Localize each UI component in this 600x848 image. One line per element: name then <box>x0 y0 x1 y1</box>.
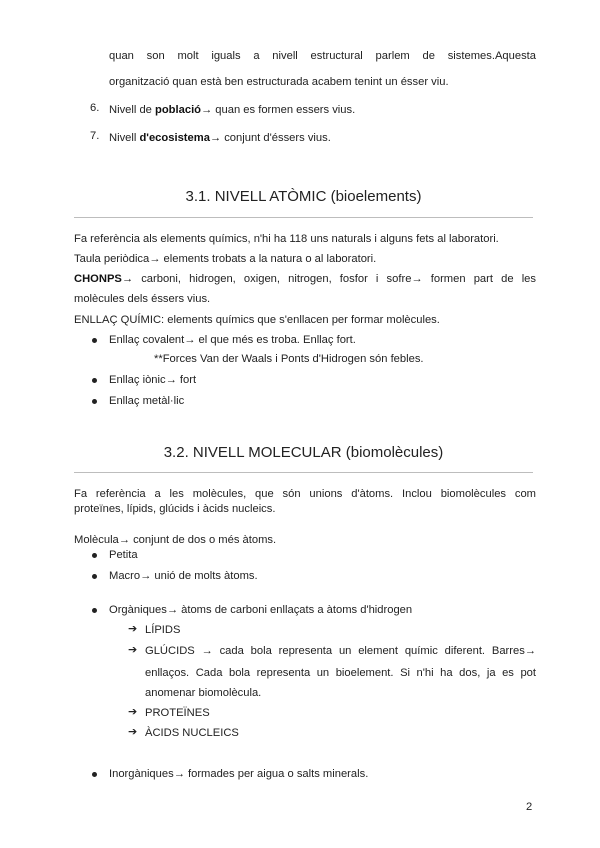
numbered-item-7-number: 7. <box>90 130 100 142</box>
section-3-1-chonps-line-1 <box>74 270 536 288</box>
section-3-1-bullet-3: Enllaç metàl·lic <box>109 395 185 407</box>
sub-item-lipids: LÍPIDS <box>145 624 181 636</box>
numbered-item-6-bold: població <box>155 104 202 116</box>
section-3-2-bullet-macro: Macro→ unió de molts àtoms. <box>109 570 258 582</box>
arrow-right-icon: ➔ <box>128 623 138 635</box>
section-3-2-bullet-organiques: Orgàniques→ àtoms de carboni enllaçats a àtoms d'hidrogen <box>109 604 413 616</box>
sub-item-proteines: PROTEÏNES <box>145 707 210 719</box>
section-3-2-divider <box>74 472 533 473</box>
section-3-1-bullet-2: Enllaç iònic→ fort <box>109 374 197 386</box>
section-3-1-paragraph-2: Taula periòdica→ elements trobats a la natura o al laboratori. <box>74 253 377 265</box>
section-3-2-bullet-inorganiques: Inorgàniques→ formades per aigua o salts minerals. <box>109 768 369 780</box>
numbered-item-7 <box>109 129 331 147</box>
section-3-1-paragraph-1: Fa referència als elements químics, n'hi ha 118 uns naturals i alguns fets al laboratori. <box>74 233 499 245</box>
bullet-dot <box>92 378 97 383</box>
chonps-text: carboni, hidrogen, oxigen, nitrogen, fosfor i sofre→ formen part de les <box>133 273 536 285</box>
section-3-2-paragraph-1-line-1: Fa referència a les molècules, que són unions d'àtoms. Inclou biomolècules com <box>74 488 536 500</box>
section-3-1-divider <box>74 217 533 218</box>
bullet-dot <box>92 399 97 404</box>
section-3-2-paragraph-1-line-2: proteïnes, lípids, glúcids i àcids nucleics. <box>74 503 276 515</box>
numbered-item-7-bold: d'ecosistema→ <box>139 132 222 144</box>
section-3-2-bullet-petita: Petita <box>109 549 138 561</box>
numbered-item-7-post: conjunt d'éssers vius. <box>221 132 331 144</box>
sub-item-glucids-line-3: anomenar biomolècula. <box>145 687 262 699</box>
numbered-item-6-number: 6. <box>90 102 100 114</box>
section-3-1-chonps-line-2: molècules dels éssers vius. <box>74 293 211 305</box>
bullet-dot <box>92 608 97 613</box>
intro-line-2: organització quan està ben estructurada acabem tenint un ésser viu. <box>109 76 449 88</box>
numbered-item-6-post: → quan es formen essers vius. <box>201 104 356 116</box>
sub-item-glucids-line-2: enllaços. Cada bola representa un bioelement. Si n'hi ha dos, ja es pot <box>145 667 536 679</box>
bullet-dot <box>92 553 97 558</box>
section-3-1-heading: 3.1. NIVELL ATÒMIC (bioelements) <box>185 188 422 205</box>
sub-item-acids-nucleics: ÀCIDS NUCLEICS <box>145 727 239 739</box>
section-3-1-note: **Forces Van der Waals i Ponts d'Hidrogen són febles. <box>154 353 424 365</box>
chonps-label: CHONPS→ <box>74 273 134 285</box>
arrow-right-icon: ➔ <box>128 726 138 738</box>
section-3-1-bullet-1: Enllaç covalent→ el que més es troba. Enllaç fort. <box>109 334 356 346</box>
intro-line-1: quan son molt iguals a nivell estructural parlem de sistemes.Aquesta <box>109 50 536 62</box>
bullet-dot <box>92 772 97 777</box>
bullet-dot <box>92 338 97 343</box>
numbered-item-7-pre: Nivell <box>109 132 140 144</box>
bullet-dot <box>92 574 97 579</box>
section-3-1-paragraph-4: ENLLAÇ QUÍMIC: elements químics que s'enllacen per formar molècules. <box>74 314 440 326</box>
page-number: 2 <box>526 801 533 813</box>
section-3-2-paragraph-2: Molècula→ conjunt de dos o més àtoms. <box>74 534 277 546</box>
section-3-2-heading: 3.2. NIVELL MOLECULAR (biomolècules) <box>163 444 444 461</box>
sub-item-glucids-line-1: GLÚCIDS → cada bola representa un element químic diferent. Barres→ <box>145 645 536 657</box>
arrow-right-icon: ➔ <box>128 706 138 718</box>
numbered-item-6-pre: Nivell de <box>109 104 156 116</box>
numbered-item-6 <box>109 101 355 119</box>
arrow-right-icon: ➔ <box>128 644 138 656</box>
